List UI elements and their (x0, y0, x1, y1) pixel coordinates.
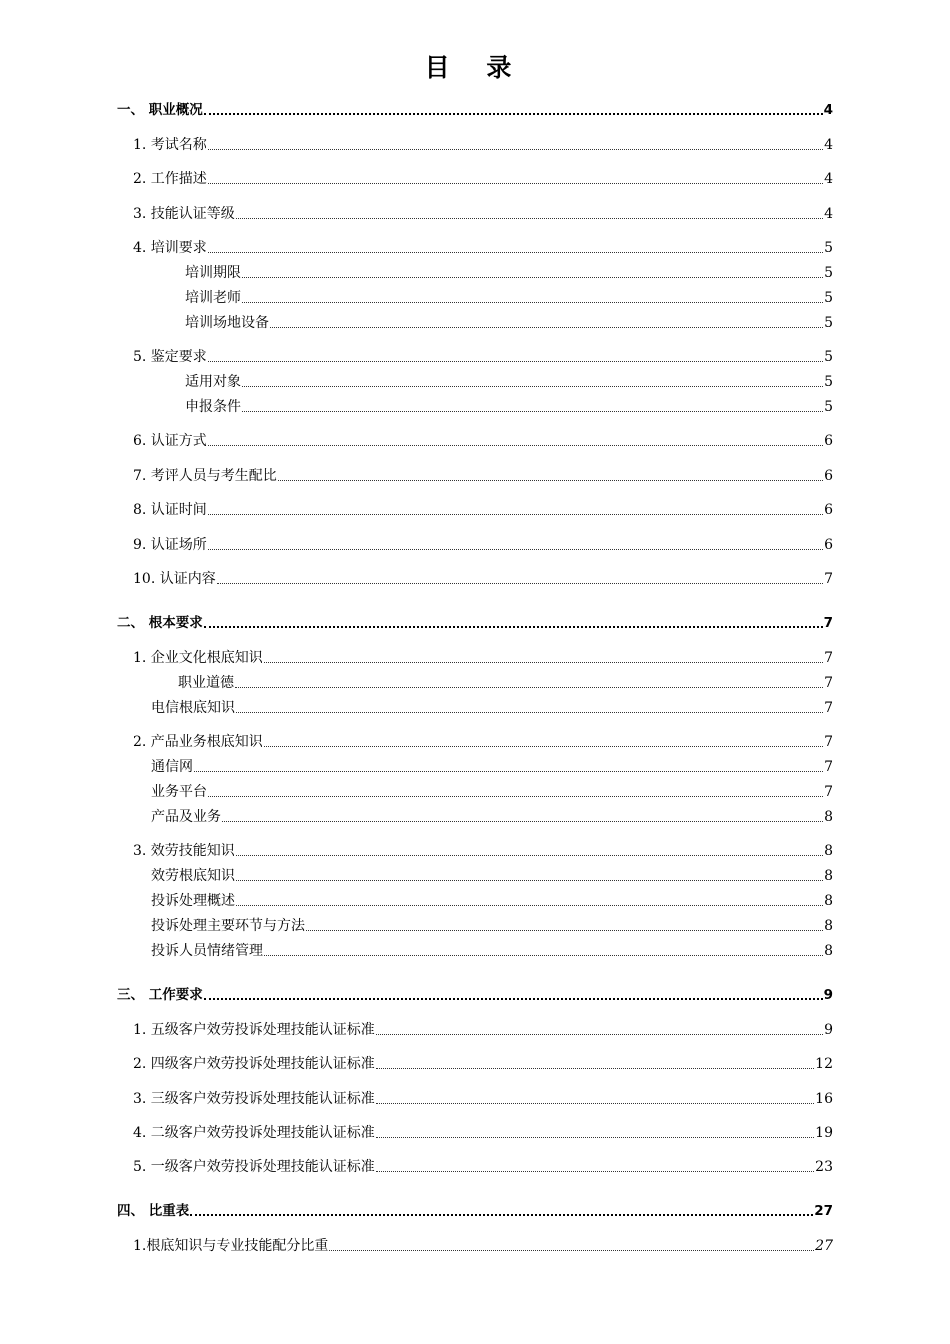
toc-page-number: 7 (824, 650, 833, 666)
toc-label: 8. 认证时间 (133, 502, 207, 518)
dot-leader (329, 1250, 814, 1251)
dot-leader (208, 796, 823, 797)
toc-entry[interactable] (185, 397, 833, 417)
toc-label: 4. 二级客户效劳投诉处理技能认证标准 (133, 1125, 375, 1141)
toc-entry[interactable] (133, 535, 833, 555)
toc-page-number: 5 (824, 399, 833, 415)
toc-entry[interactable] (133, 135, 833, 155)
toc-label: 产品及业务 (151, 809, 221, 825)
dot-leader (236, 905, 823, 906)
toc-entry[interactable] (151, 782, 833, 802)
toc-page-number: 6 (824, 468, 833, 484)
toc-label: 培训期限 (185, 265, 241, 281)
dot-leader (204, 113, 823, 115)
toc-label: 1. 五级客户效劳投诉处理技能认证标准 (133, 1022, 375, 1038)
dot-leader (376, 1103, 814, 1104)
toc-label: 4. 培训要求 (133, 240, 207, 256)
dot-leader (376, 1171, 814, 1172)
dot-leader (264, 746, 823, 747)
toc-page-number: 8 (824, 868, 833, 884)
toc-page-number: 5 (824, 240, 833, 256)
toc-label: 9. 认证场所 (133, 537, 207, 553)
toc-page-number: 7 (824, 759, 833, 775)
toc-label: 投诉处理主要环节与方法 (151, 918, 305, 934)
toc-entry[interactable] (133, 169, 833, 189)
toc-entry[interactable] (117, 1201, 833, 1221)
dot-leader (236, 880, 823, 881)
dot-leader (194, 771, 823, 772)
dot-leader (208, 252, 823, 253)
toc-label: 3. 效劳技能知识 (133, 843, 235, 859)
toc-label: 3. 三级客户效劳投诉处理技能认证标准 (133, 1091, 375, 1107)
toc-label: 培训老师 (185, 290, 241, 306)
toc-label: 四、 比重表 (117, 1203, 190, 1219)
toc-entry[interactable] (117, 613, 833, 633)
toc-label: 培训场地设备 (185, 315, 269, 331)
dot-leader (376, 1137, 814, 1138)
toc-label: 7. 考评人员与考生配比 (133, 468, 277, 484)
toc-entry[interactable] (133, 569, 833, 589)
toc-entry[interactable] (151, 941, 833, 961)
toc-entry[interactable] (133, 1020, 833, 1040)
toc-entry[interactable] (117, 985, 833, 1005)
toc-entry[interactable] (117, 100, 833, 120)
toc-page-number: 23 (815, 1159, 833, 1175)
toc-entry[interactable] (178, 673, 833, 693)
toc-page-number: 19 (815, 1125, 833, 1141)
page-title: 目 录 (424, 53, 526, 82)
dot-leader (208, 183, 823, 184)
toc-entry[interactable] (185, 263, 833, 283)
toc-page-number: 8 (824, 893, 833, 909)
toc-page-number: 9 (824, 1022, 833, 1038)
toc-label: 三、 工作要求 (117, 987, 203, 1003)
toc-entry[interactable] (185, 288, 833, 308)
dot-leader (236, 855, 823, 856)
toc-page-number: 5 (824, 315, 833, 331)
toc-entry[interactable] (133, 466, 833, 486)
dot-leader (306, 930, 823, 931)
toc-page-number: 27 (815, 1238, 833, 1254)
toc-entry[interactable] (151, 698, 833, 718)
toc-label: 通信网 (151, 759, 193, 775)
toc-entry[interactable] (133, 648, 833, 668)
toc-page-number: 8 (824, 843, 833, 859)
dot-leader (208, 514, 823, 515)
dot-leader (222, 821, 823, 822)
toc-entry[interactable] (133, 1123, 833, 1143)
toc-label: 2. 工作描述 (133, 171, 207, 187)
toc-label: 5. 鉴定要求 (133, 349, 207, 365)
toc-page-number: 7 (824, 571, 833, 587)
toc-page-number: 7 (823, 615, 833, 631)
toc-label: 2. 四级客户效劳投诉处理技能认证标准 (133, 1056, 375, 1072)
dot-leader (264, 662, 823, 663)
toc-entry[interactable] (133, 841, 833, 861)
dot-leader (270, 327, 823, 328)
toc-label: 业务平台 (151, 784, 207, 800)
toc-label: 1. 企业文化根底知识 (133, 650, 263, 666)
toc-page-number: 4 (823, 102, 833, 118)
toc-label: 1. 考试名称 (133, 137, 207, 153)
toc-label: 6. 认证方式 (133, 433, 207, 449)
dot-leader (208, 445, 823, 446)
toc-entry[interactable] (185, 313, 833, 333)
dot-leader (242, 277, 823, 278)
toc-page-number: 6 (824, 433, 833, 449)
toc-entry[interactable] (133, 238, 833, 258)
toc-page-number: 8 (824, 943, 833, 959)
toc-entry[interactable] (151, 891, 833, 911)
dot-leader (208, 149, 823, 150)
toc-label: 1.根底知识与专业技能配分比重 (133, 1238, 329, 1254)
toc-entry[interactable] (151, 757, 833, 777)
dot-leader (217, 583, 823, 584)
toc-page-number: 9 (823, 987, 833, 1003)
toc-entry[interactable] (133, 1089, 833, 1109)
toc-page-number: 4 (824, 171, 833, 187)
dot-leader (242, 411, 823, 412)
dot-leader (236, 712, 823, 713)
toc-page-number: 7 (824, 675, 833, 691)
toc-entry[interactable] (133, 347, 833, 367)
toc-label: 电信根底知识 (151, 700, 235, 716)
toc-entry[interactable] (133, 1054, 833, 1074)
toc-page-number: 7 (824, 700, 833, 716)
toc-entry[interactable] (133, 431, 833, 451)
toc-label: 2. 产品业务根底知识 (133, 734, 263, 750)
dot-leader (204, 626, 823, 628)
toc-page-number: 5 (824, 349, 833, 365)
dot-leader (204, 998, 823, 1000)
dot-leader (264, 955, 823, 956)
toc-label: 效劳根底知识 (151, 868, 235, 884)
toc-page-number: 27 (814, 1203, 833, 1219)
dot-leader (242, 386, 823, 387)
toc-entry[interactable] (151, 807, 833, 827)
toc-page-number: 7 (824, 784, 833, 800)
toc-entry[interactable] (133, 732, 833, 752)
toc-page-number: 7 (824, 734, 833, 750)
toc-page-number: 6 (824, 537, 833, 553)
toc-label: 投诉人员情绪管理 (151, 943, 263, 959)
dot-leader (208, 549, 823, 550)
toc-label: 10. 认证内容 (133, 571, 216, 587)
dot-leader (190, 1214, 813, 1216)
toc-entry[interactable] (133, 500, 833, 520)
toc-page-number: 5 (824, 374, 833, 390)
dot-leader (235, 687, 823, 688)
dot-leader (236, 218, 823, 219)
toc-label: 二、 根本要求 (117, 615, 203, 631)
toc-label: 适用对象 (185, 374, 241, 390)
toc-entry[interactable] (133, 1236, 833, 1256)
dot-leader (376, 1068, 814, 1069)
toc-label: 3. 技能认证等级 (133, 206, 235, 222)
dot-leader (376, 1034, 823, 1035)
toc-label: 职业道德 (178, 675, 234, 691)
toc-entry[interactable] (133, 1157, 833, 1177)
toc-label: 一、 职业概况 (117, 102, 203, 118)
toc-page-number: 6 (824, 502, 833, 518)
toc-entry[interactable] (151, 866, 833, 886)
toc-page-number: 12 (815, 1056, 833, 1072)
toc-page-number: 5 (824, 290, 833, 306)
dot-leader (278, 480, 823, 481)
toc-label: 5. 一级客户效劳投诉处理技能认证标准 (133, 1159, 375, 1175)
toc-entry[interactable] (185, 372, 833, 392)
toc-entry[interactable] (133, 204, 833, 224)
toc-page-number: 5 (824, 265, 833, 281)
toc-label: 申报条件 (185, 399, 241, 415)
dot-leader (208, 361, 823, 362)
toc-page-number: 4 (824, 137, 833, 153)
toc-label: 投诉处理概述 (151, 893, 235, 909)
toc-page-number: 4 (824, 206, 833, 222)
dot-leader (242, 302, 823, 303)
toc-page-number: 16 (815, 1091, 833, 1107)
toc-page-number: 8 (824, 809, 833, 825)
toc-entry[interactable] (151, 916, 833, 936)
toc-page-number: 8 (824, 918, 833, 934)
